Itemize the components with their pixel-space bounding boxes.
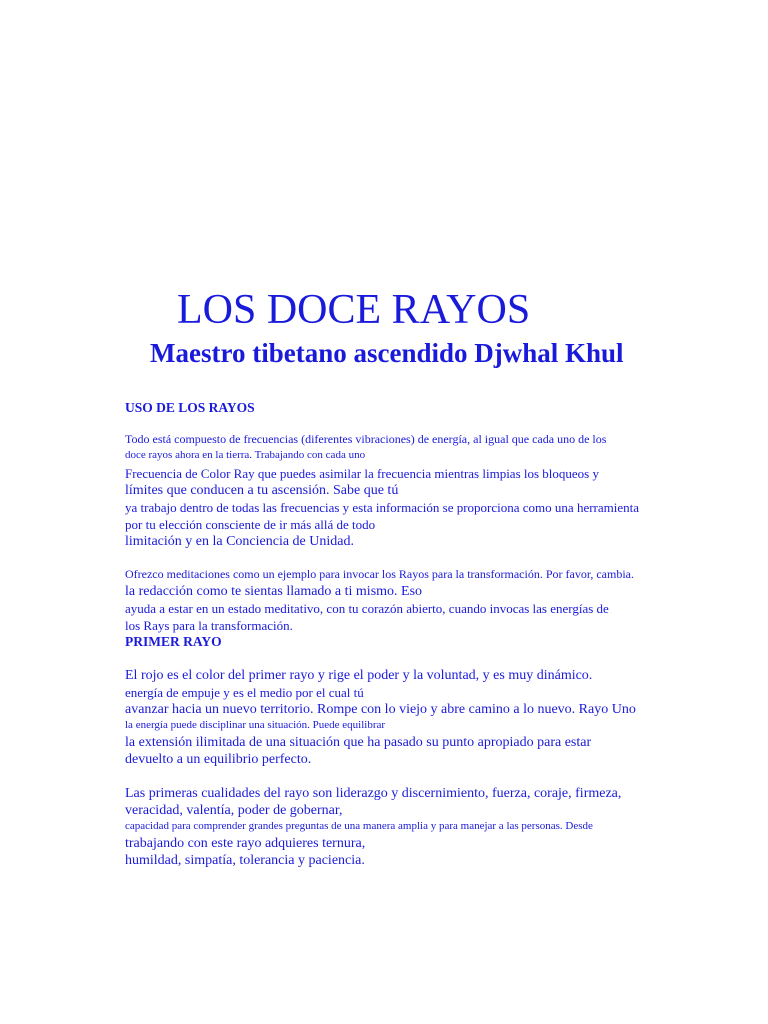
paragraph-line: devuelto a un equilibrio perfecto. [125,752,312,767]
paragraph-line: capacidad para comprender grandes preguntas de una manera amplia y para manejar a las personas. Desde [125,820,593,832]
paragraph-line: la redacción como te sientas llamado a ti mismo. Eso [125,584,423,599]
paragraph-line: límites que conducen a tu ascensión. Sabe que tú [125,483,399,498]
paragraph-line: Ofrezco meditaciones como un ejemplo para invocar los Rayos para la transformación. Por favor, cambia. [125,567,634,581]
paragraph-line: El rojo es el color del primer rayo y rige el poder y la voluntad, y es muy dinámico. [125,668,593,683]
document-title: LOS DOCE RAYOS [177,287,531,333]
paragraph-line: ya trabajo dentro de todas las frecuencias y esta información se proporciona como una herramienta [125,500,640,515]
paragraph-line: veracidad, valentía, poder de gobernar, [125,803,343,818]
paragraph-line: trabajando con este rayo adquieres ternura, [125,836,366,851]
paragraph-line: avanzar hacia un nuevo territorio. Rompe con lo viejo y abre camino a lo nuevo. Rayo Uno [125,702,636,717]
paragraph-line: doce rayos ahora en la tierra. Trabajando con cada uno [125,449,366,461]
paragraph-line: Frecuencia de Color Ray que puedes asimilar la frecuencia mientras limpias los bloqueos y [125,466,599,481]
paragraph-line: limitación y en la Conciencia de Unidad. [125,534,354,549]
paragraph-line: Las primeras cualidades del rayo son liderazgo y discernimiento, fuerza, coraje, firmeza, [125,786,622,801]
paragraph-line: la extensión ilimitada de una situación que ha pasado su punto apropiado para estar [125,735,592,750]
paragraph-line: energía de empuje y es el medio por el cual tú [125,685,364,700]
paragraph-line: los Rays para la transformación. [125,618,293,633]
paragraph-line: Todo está compuesto de frecuencias (diferentes vibraciones) de energía, al igual que cada uno de los [125,432,607,446]
section-heading-uso: USO DE LOS RAYOS [125,400,255,415]
paragraph-line: la energía puede disciplinar una situación. Puede equilibrar [125,719,386,731]
section-heading-primer-rayo: PRIMER RAYO [125,634,222,649]
document-subtitle: Maestro tibetano ascendido Djwhal Khul [150,338,624,368]
paragraph-line: humildad, simpatía, tolerancia y paciencia. [125,853,365,868]
paragraph-line: por tu elección consciente de ir más allá de todo [125,517,376,532]
paragraph-line: ayuda a estar en un estado meditativo, con tu corazón abierto, cuando invocas las energías de [125,601,609,616]
